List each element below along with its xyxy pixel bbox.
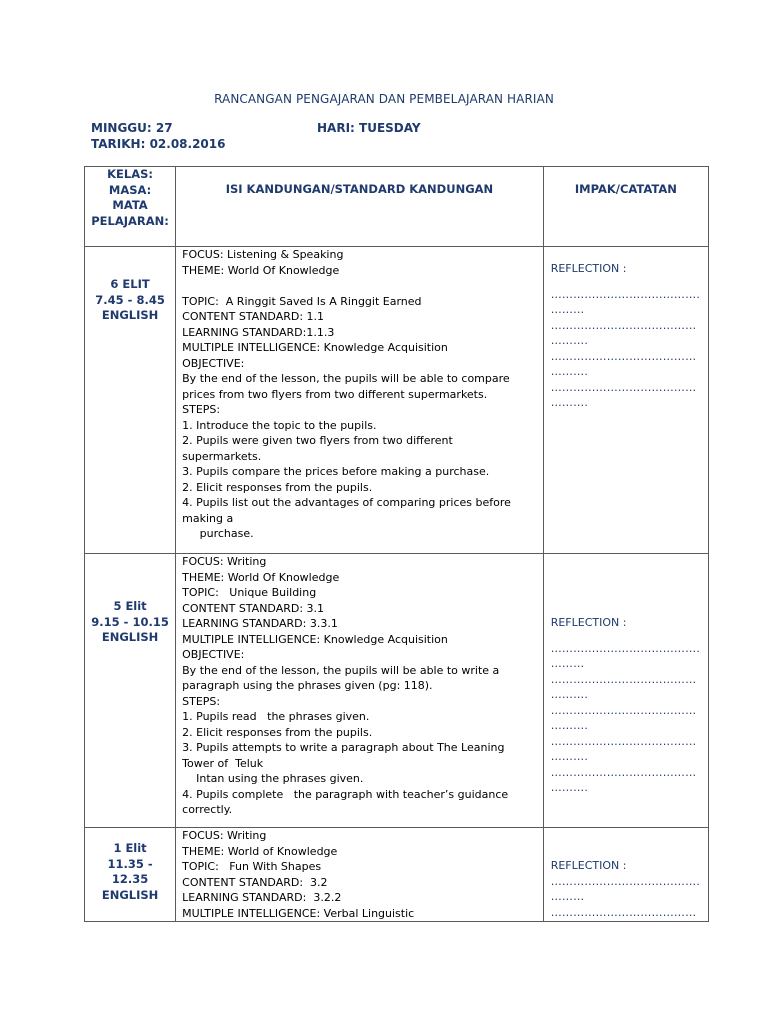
- reflection-dots: …………………………………: [550, 349, 697, 363]
- reflection-dots: ……….: [550, 365, 589, 378]
- content-line: THEME: World of Knowledge: [182, 844, 338, 858]
- content-line: supermarkets.: [182, 449, 262, 463]
- content-line: 1. Pupils read the phrases given.: [182, 710, 370, 723]
- reflection-dots: …………………………………: [550, 672, 697, 686]
- content-line: TOPIC: Unique Building: [182, 586, 317, 599]
- reflection-cell: [543, 247, 708, 554]
- reflection-dots: ………………………………….: [550, 641, 700, 655]
- reflection-dots: ………: [550, 657, 585, 670]
- header-content-cell: [176, 167, 544, 247]
- content-line: LEARNING STANDARD: 3.2.2: [182, 891, 342, 904]
- content-line: correctly.: [182, 803, 233, 816]
- header-class-line: PELAJARAN:: [91, 213, 169, 228]
- reflection-dots: ………………………………….: [550, 874, 700, 888]
- class-cell: [85, 554, 176, 828]
- reflection-dots: …………………………………: [550, 318, 697, 332]
- content-cell: [176, 554, 544, 828]
- content-line: MULTIPLE INTELLIGENCE: Knowledge Acquisition: [182, 341, 448, 354]
- reflection-dots: ……….: [550, 334, 589, 347]
- content-line: purchase.: [182, 527, 254, 540]
- class-line: 5 Elit: [113, 599, 147, 613]
- lesson-content: [182, 828, 537, 921]
- lesson-content: [182, 554, 537, 818]
- class-line: 1 Elit: [113, 841, 147, 855]
- content-line: OBJECTIVE:: [182, 648, 245, 661]
- lesson-plan-table: [84, 166, 709, 922]
- header-class-lines: [85, 167, 175, 229]
- lesson-content: [182, 247, 537, 542]
- header-impact-label: IMPAK/CATATAN: [574, 182, 677, 196]
- content-line: making a: [182, 511, 234, 525]
- content-line: 4. Pupils list out the advantages of comparing prices before: [182, 496, 511, 509]
- content-line: 2. Elicit responses from the pupils.: [182, 480, 373, 494]
- reflection-label: REFLECTION :: [550, 262, 627, 275]
- content-line: 2. Pupils were given two flyers from two different: [182, 434, 453, 447]
- content-line: paragraph using the phrases given (pg: 118).: [182, 679, 433, 692]
- reflection-dots: ……….: [550, 688, 589, 701]
- header-class-cell: [85, 167, 176, 247]
- reflection-label: REFLECTION :: [550, 616, 627, 629]
- class-line: ENGLISH: [101, 887, 159, 902]
- reflection-dots: …………………………………: [550, 905, 697, 919]
- class-line: ENGLISH: [101, 308, 159, 322]
- content-line: By the end of the lesson, the pupils will be able to write a: [182, 663, 500, 677]
- content-line: 3. Pupils compare the prices before making a purchase.: [182, 465, 490, 478]
- content-line: prices from two flyers from two different supermarkets.: [182, 387, 488, 401]
- content-line: FOCUS: Listening & Speaking: [182, 248, 344, 261]
- reflection-dots: ……….: [550, 719, 589, 732]
- content-line: [182, 278, 537, 294]
- content-line: Tower of Teluk: [182, 756, 264, 770]
- class-line: 6 ELIT: [110, 277, 150, 291]
- content-line: THEME: World Of Knowledge: [182, 263, 340, 277]
- content-cell: [176, 247, 544, 554]
- content-line: CONTENT STANDARD: 3.2: [182, 875, 328, 889]
- table-row: [85, 247, 709, 554]
- content-line: OBJECTIVE:: [182, 356, 245, 370]
- content-line: 4. Pupils complete the paragraph with teacher’s guidance: [182, 787, 509, 801]
- class-cell: [85, 828, 176, 922]
- content-line: TOPIC: A Ringgit Saved Is A Ringgit Earned: [182, 294, 422, 308]
- class-info: [85, 828, 175, 903]
- content-cell: [176, 828, 544, 922]
- reflection-dots: …………………………………: [550, 380, 697, 394]
- content-line: 2. Elicit responses from the pupils.: [182, 725, 373, 739]
- table-row: [85, 554, 709, 828]
- reflection-dots: ……….: [550, 781, 589, 794]
- content-line: MULTIPLE INTELLIGENCE: Verbal Linguistic: [182, 906, 415, 920]
- content-line: CONTENT STANDARD: 1.1: [182, 310, 325, 323]
- reflection-lines: [551, 874, 700, 921]
- reflection-dots: …………………………………: [550, 703, 697, 717]
- table-row: [85, 828, 709, 922]
- class-info: [85, 247, 175, 324]
- content-line: CONTENT STANDARD: 3.1: [182, 601, 325, 615]
- reflection-dots: …………………………………: [550, 734, 697, 748]
- day-label: HARI: TUESDAY: [317, 121, 421, 135]
- class-cell: [85, 247, 176, 554]
- class-line: ENGLISH: [101, 630, 159, 644]
- class-line: 11.35 -: [107, 856, 153, 871]
- content-line: 3. Pupils attempts to write a paragraph about The Leaning: [182, 741, 505, 754]
- reflection-dots: ……….: [550, 396, 589, 409]
- reflection-dots: ………………………………….: [550, 287, 700, 301]
- content-line: By the end of the lesson, the pupils will be able to compare: [182, 372, 510, 385]
- class-line: 7.45 - 8.45: [95, 292, 165, 307]
- class-info: [85, 554, 175, 646]
- page-title: RANCANGAN PENGAJARAN DAN PEMBELAJARAN HARIAN: [214, 92, 554, 106]
- header-impact-cell: [543, 167, 708, 247]
- reflection-label: REFLECTION :: [550, 859, 627, 872]
- reflection-lines: [551, 641, 700, 796]
- content-line: THEME: World Of Knowledge: [182, 570, 340, 584]
- content-line: STEPS:: [182, 694, 221, 708]
- content-line: FOCUS: Writing: [182, 555, 267, 568]
- content-line: LEARNING STANDARD:1.1.3: [182, 325, 335, 339]
- header-class-line: MASA:: [108, 182, 152, 197]
- content-line: TOPIC: Fun With Shapes: [182, 860, 322, 873]
- reflection-dots: ……….: [550, 750, 589, 763]
- content-line: STEPS:: [182, 403, 221, 416]
- content-line: LEARNING STANDARD: 3.3.1: [182, 617, 338, 630]
- reflection-dots: ………: [550, 890, 585, 903]
- week-label: MINGGU: 27: [91, 121, 173, 135]
- reflection-dots: …………………………………: [550, 765, 697, 779]
- header-class-line: KELAS:: [107, 167, 154, 181]
- content-line: 1. Introduce the topic to the pupils.: [182, 418, 377, 432]
- header-class-line: MATA: [112, 198, 148, 212]
- class-line: 12.35: [111, 872, 149, 886]
- class-line: 9.15 - 10.15: [91, 614, 169, 629]
- table-header-row: [85, 167, 709, 247]
- reflection-lines: [551, 287, 700, 411]
- content-line: Intan using the phrases given.: [182, 772, 364, 785]
- header-content-label: ISI KANDUNGAN/STANDARD KANDUNGAN: [225, 182, 494, 196]
- reflection-dots: ………: [550, 303, 585, 316]
- content-line: FOCUS: Writing: [182, 829, 267, 842]
- reflection-cell: [543, 828, 708, 922]
- date-label: TARIKH: 02.08.2016: [91, 137, 226, 151]
- reflection-cell: [543, 554, 708, 828]
- content-line: MULTIPLE INTELLIGENCE: Knowledge Acquisition: [182, 632, 448, 646]
